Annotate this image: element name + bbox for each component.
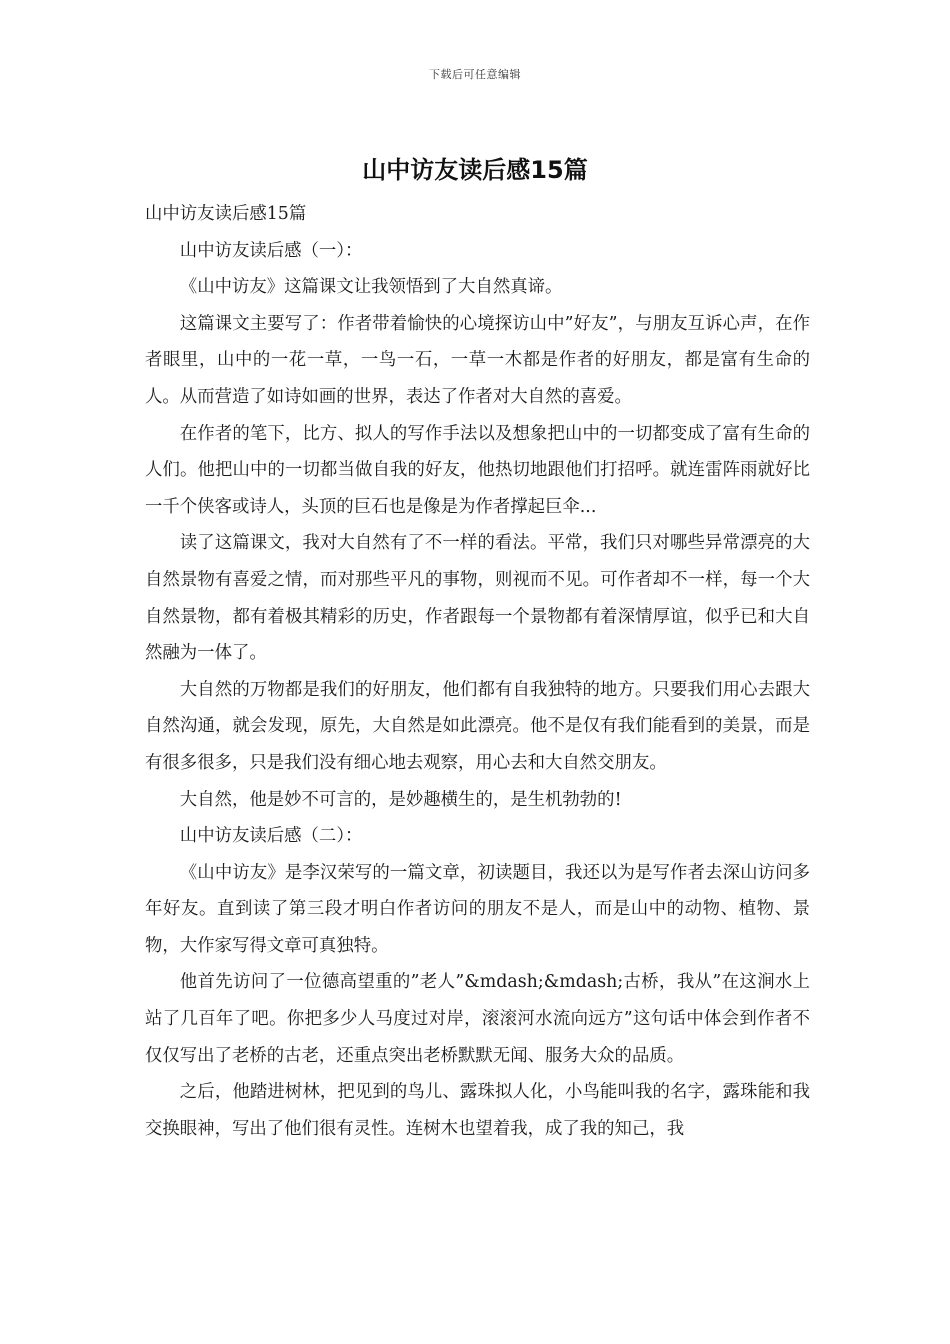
body-paragraph: 大自然，他是妙不可言的，是妙趣横生的，是生机勃勃的! <box>179 789 622 810</box>
body-paragraph: 大自然的万物都是我们的好朋友，他们都有自我独特的地方。只要我们用心去跟大自然沟通，就会发现，原先，大自然是如此漂亮。他不是仅有我们能看到的美景，而是有很多很多，只是我们没有细心地去观察，用心去和大自然交朋友。 <box>145 679 810 773</box>
body-paragraph: 这篇课文主要写了：作者带着愉快的心境探访山中”好友”，与朋友互诉心声，在作者眼里，山中的一花一草，一鸟一石，一草一木都是作者的好朋友，都是富有生命的人。从而营造了如诗如画的世界，表达了作者对大自然的喜爱。 <box>145 313 810 407</box>
section-heading-2: 山中访友读后感（二）： <box>179 826 363 847</box>
body-paragraph: 《山中访友》这篇课文让我领悟到了大自然真谛。 <box>179 277 563 298</box>
body-paragraph: 他首先访问了一位德高望重的”老人”&mdash;&mdash;古桥，我从”在这涧水上站了几百年了吧。你把多少人马度过对岸，滚滚河水流向远方”这句话中体会到作者不仅仅写出了老桥的古老，还重点突出老桥默默无闻、服务大众的品质。 <box>145 972 810 1066</box>
subtitle-paragraph: 山中访友读后感15篇 <box>145 204 307 224</box>
body-paragraph: 在作者的笔下，比方、拟人的写作手法以及想象把山中的一切都变成了富有生命的人们。他把山中的一切都当做自我的好友，他热切地跟他们打招呼。就连雷阵雨就好比一千个侠客或诗人，头顶的巨石也是像是为作者撑起巨伞... <box>145 423 810 517</box>
page-header-note: 下载后可任意编辑 <box>429 68 521 81</box>
body-paragraph: 读了这篇课文，我对大自然有了不一样的看法。平常，我们只对哪些异常漂亮的大自然景物有喜爱之情，而对那些平凡的事物，则视而不见。可作者却不一样，每一个大自然景物，都有着极其精彩的历史，作者跟每一个景物都有着深情厚谊，似乎已和大自然融为一体了。 <box>145 533 810 664</box>
body-paragraph: 之后，他踏进树林，把见到的鸟儿、露珠拟人化，小鸟能叫我的名字，露珠能和我交换眼神，写出了他们很有灵性。连树木也望着我，成了我的知己，我 <box>145 1082 810 1139</box>
section-heading-1: 山中访友读后感（一）： <box>179 240 363 261</box>
document-title: 山中访友读后感15篇 <box>362 156 588 184</box>
document-body <box>145 196 810 1147</box>
body-paragraph: 《山中访友》是李汉荣写的一篇文章，初读题目，我还以为是写作者去深山访问多年好友。直到读了第三段才明白作者访问的朋友不是人，而是山中的动物、植物、景物，大作家写得文章可真独特。 <box>145 862 810 956</box>
